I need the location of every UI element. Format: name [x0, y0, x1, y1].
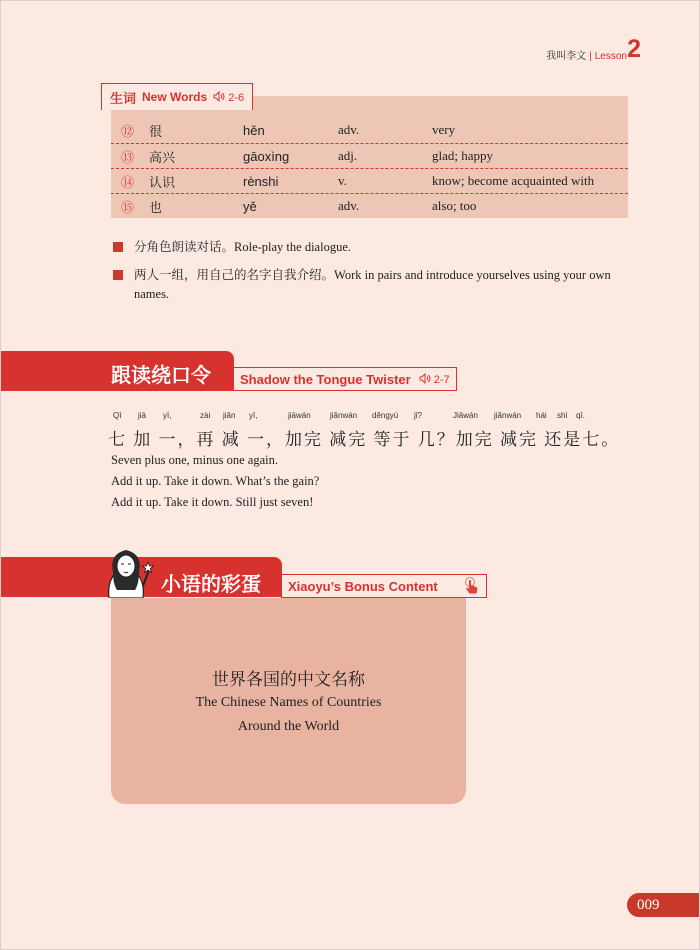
vocab-pinyin: hěn	[243, 122, 265, 138]
bonus-subtitle[interactable]	[281, 574, 487, 598]
vocab-meaning: also; too	[432, 198, 477, 213]
vocab-part-of-speech: v.	[338, 173, 347, 188]
audio-button[interactable]	[213, 91, 244, 104]
running-header: 我叫李文 | Lesson	[546, 51, 627, 62]
task-en: Work in pairs and introduce yourselves using your own names.	[134, 268, 611, 301]
vocab-pinyin: rènshi	[243, 173, 279, 189]
pinyin-syllable: yī,	[163, 411, 172, 420]
vocab-meaning: glad; happy	[432, 148, 494, 163]
audio-track: 2-7	[433, 373, 450, 386]
bonus-title-en: Xiaoyu’s Bonus Content	[288, 578, 438, 594]
vocab-hanzi: 认识	[149, 174, 176, 190]
vocab-row	[111, 143, 628, 168]
vocab-part-of-speech: adv.	[338, 198, 360, 213]
vocab-row	[111, 168, 628, 193]
vocab-pinyin: yě	[243, 198, 257, 214]
task-en: Role-play the dialogue.	[234, 240, 351, 254]
xiaoyu-avatar-icon	[97, 546, 155, 598]
bullet-square-icon	[113, 270, 123, 280]
vocab-hanzi: 很	[149, 123, 163, 139]
vocab-number: ⑬	[121, 149, 135, 165]
new-words-header	[101, 83, 253, 110]
vocab-row	[111, 193, 628, 218]
bullet-square-icon	[113, 242, 123, 252]
tongue-twister-subtitle	[233, 367, 457, 391]
pinyin-syllable: jiāwán	[288, 411, 311, 420]
pinyin-syllable: jiǎnwán	[330, 411, 358, 420]
bonus-content-zh: 世界各国的中文名称	[212, 670, 365, 689]
vocab-part-of-speech: adv.	[338, 122, 360, 137]
vocab-meaning: know; become acquainted with	[432, 173, 595, 188]
speaker-icon	[419, 373, 431, 384]
bonus-content-en: The Chinese Names of Countries	[195, 695, 382, 710]
bonus-content-en: Around the World	[237, 719, 340, 734]
tongue-twister-title-zh: 跟读绕口令	[111, 365, 211, 387]
pinyin-syllable: jiā	[138, 411, 147, 420]
vocab-meaning: very	[432, 122, 456, 137]
pinyin-syllable: yī,	[249, 411, 258, 420]
vocab-number: ⑫	[121, 123, 135, 139]
translation-line: Add it up. Take it down. What’s the gain?	[111, 474, 320, 488]
lesson-label: Lesson	[594, 51, 627, 62]
bonus-title-zh: 小语的彩蛋	[161, 574, 261, 596]
vocab-row	[111, 118, 628, 142]
bonus-content-card[interactable]	[111, 598, 466, 804]
pinyin-syllable: zài	[200, 411, 211, 420]
pinyin-syllable: jǐ?	[414, 411, 423, 420]
task-zh: 两人一组，用自己的名字自我介绍。	[134, 268, 335, 282]
vocabulary-table	[111, 96, 628, 218]
speaker-icon	[213, 91, 225, 102]
new-words-title-zh: 生词	[110, 90, 137, 106]
task-item	[134, 266, 628, 304]
pinyin-syllable: Jiāwán	[453, 411, 478, 420]
audio-track: 2-6	[228, 91, 245, 104]
pinyin-syllable: jiǎnwán	[494, 411, 522, 420]
pinyin-syllable: qī.	[576, 411, 585, 420]
vocab-hanzi: 也	[149, 199, 163, 215]
task-zh: 分角色朗读对话。	[134, 240, 235, 254]
task-item	[134, 238, 628, 257]
vocab-pinyin: gāoxìng	[243, 148, 290, 164]
pinyin-syllable: hái	[536, 411, 547, 420]
translation-line: Add it up. Take it down. Still just seven!	[111, 495, 314, 509]
tongue-twister-title-en: Shadow the Tongue Twister	[240, 371, 411, 387]
pinyin-syllable: jiǎn	[223, 411, 236, 420]
vocab-number: ⑮	[121, 199, 135, 215]
vocab-number: ⑭	[121, 174, 135, 190]
translation-line: Seven plus one, minus one again.	[111, 453, 278, 467]
pinyin-syllable: děngyú	[372, 411, 399, 420]
audio-button[interactable]	[419, 373, 450, 386]
pinyin-syllable: shì	[557, 411, 568, 420]
tap-hand-icon[interactable]	[464, 577, 480, 595]
page-number: 009	[637, 897, 660, 913]
vocab-part-of-speech: adj.	[338, 148, 358, 163]
new-words-title-en: New Words	[142, 90, 208, 104]
pinyin-syllable: Qī	[113, 411, 122, 420]
vocab-hanzi: 高兴	[149, 149, 176, 165]
lesson-number: 2	[627, 35, 641, 63]
tongue-twister-chinese: 七 加 一，再 减 一，加完 减完 等于 几？加完 减完 还是七。	[108, 430, 621, 449]
chapter-title: 我叫李文	[546, 51, 587, 62]
